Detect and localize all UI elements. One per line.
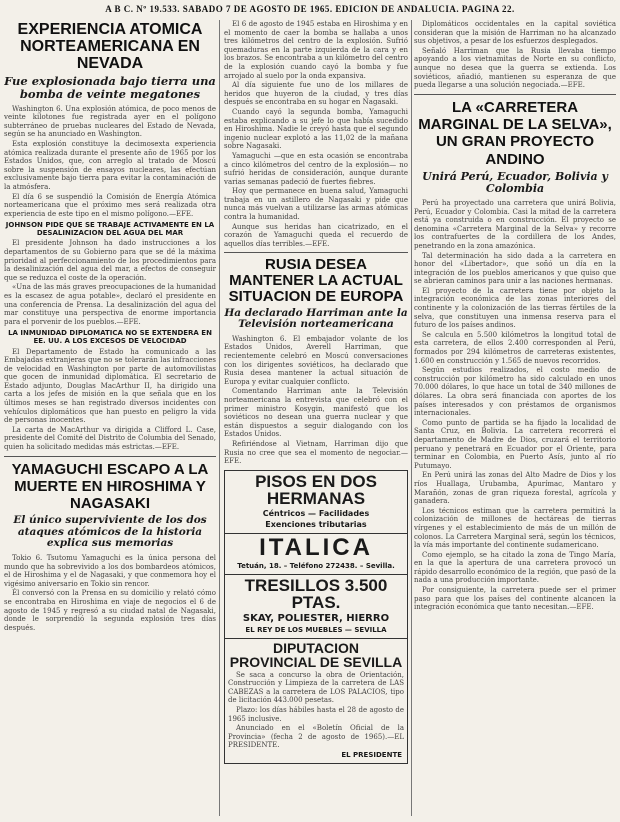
article-paragraph: El Departamento de Estado ha comunicado a las Embajadas extranjeras que no se tolerarán las infracciones de velocidad en Washington por parte de automovilistas que gocen de inmunidad diplomática. El secretario de Estado adjunto, Douglas MacArthur II, ha dirigido una carta a los jefes de misión en la que señala que en los últimos meses se han registrado diversos incidentes con vehículos diplomáticos que han puesto en peligro la vida de personas inocentes. (4, 347, 216, 425)
yamaguchi-subhead: El único superviviente de los dos ataques atómicos de la historia explica sus memorias (13, 514, 207, 550)
article-paragraph: Diplomáticos occidentales en la capital soviética consideran que la misión de Harriman no ha alcanzado sus objetivos, a pesar de los esfuerzos desplegados. (414, 20, 616, 46)
column-rule (411, 20, 412, 816)
article-paragraph: Hoy que permanece en buena salud, Yamaguchi trabaja en un astillero de Nagasaki y pide que nunca más vuelvan a utilizarse las armas atómicas contra la humanidad. (224, 187, 408, 222)
article-paragraph: Aunque sus heridas han cicatrizado, en el corazón de Yamaguchi queda el recuerdo de aquellos días terribles.—EFE. (224, 222, 408, 248)
ad-tresillos (224, 575, 408, 639)
ad-paragraph: Se saca a concurso la obra de Orientación, Construcción y Limpieza de la carretera de LAS CABEZAS a la carretera de LOS PALACIOS, tipo de licitación 443.000 pesetas. (228, 670, 404, 705)
carretera-subhead: Unirá Perú, Ecuador, Bolivia y Colombia (422, 169, 608, 195)
column-left (4, 20, 216, 816)
divider (4, 456, 216, 457)
article-paragraph: Al día siguiente fue uno de los millares de heridos que huyeron de la ciudad, y tres días después se encontraba en su hogar en Nagasaki. (224, 81, 408, 107)
article-paragraph: Refiriéndose al Vietnam, Harriman dijo que Rusia no cree que sea el momento de negociar.—EFE. (224, 439, 408, 466)
article-paragraph: Como ejemplo, se ha citado la zona de Tingo María, en la que la apertura de una carretera provocó un rápido desarrollo económico de la región, que pasó de la nada a una producción importante. (414, 550, 616, 585)
article-paragraph: Según estudios realizados, el costo medio de construcción por kilómetro ha sido calculado en unos 70.000 dólares, lo que hace un total de 340 millones de dólares. La obra será financiada con aportes de los países interesados y con préstamos de organismos internacionales. (414, 366, 616, 418)
article-paragraph: Cuando cayó la segunda bomba, Yamaguchi estaba explicando a su jefe lo que había sucedido en Hiroshima. Nadie le creyó hasta que el segundo ingenio nuclear explotó a las 11,02 de la mañana sobre Nagasaki. (224, 107, 408, 151)
ad-paragraph: Anunciado en el «Boletín Oficial de la Provincia» (fecha 2 de agosto de 1965).—EL PRESIDENTE. (228, 724, 404, 750)
article-paragraph: Se calcula en 5.500 kilómetros la longitud total de esta carretera, de ellos 2.400 corresponden al Perú, formados por 294 kilómetros de carreteras existentes, 1.600 en construcción y 1.565 de nuevos recorridos. (414, 330, 616, 365)
ad-diputacion (224, 639, 408, 764)
article-paragraph: «Una de las más graves preocupaciones de la humanidad es la escasez de agua potable», declaró el presidente en una conferencia de Prensa. La desalinización del agua del mar constituye una perspectiva de enorme importancia para el porvenir de los pueblos.—EFE. (4, 283, 216, 326)
article-paragraph: Señaló Harriman que la Rusia llevaba tiempo apoyando a los vietnamitas de Norte en su conflicto, aunque no desea que la guerra se extienda. Los soviéticos, añadió, mantienen su esperanza de que pueda llegarse a una solución negociada.—EFE. (414, 46, 616, 90)
nevada-headline: EXPERIENCIA ATOMICA NORTEAMERICANA EN NEVADA (17, 21, 203, 72)
article-paragraph: Washington 6. Una explosión atómica, de poco menos de veinte kilotones fue registrada ayer en el polígono subterráneo de pruebas nucleares del Estado de Nevada, según se ha anunciado en Washington. (4, 104, 216, 139)
article-paragraph: La carta de MacArthur va dirigida a Clifford L. Case, presidente del Comité del Distrito de Columbia del Senado, quien ha solicitado medidas más estrictas.—EFE. (4, 425, 216, 452)
article-paragraph: Esta explosión constituye la decimosexta experiencia atómica realizada durante el presente año de 1965 por los Estados Unidos, que, con arreglo al tratado de Moscú sobre la suspensión de ensayos nucleares, las efectúan exclusivamente bajo tierra para evitar la contaminación de la atmósfera. (4, 140, 216, 192)
yamaguchi-headline: YAMAGUCHI ESCAPO A LA MUERTE EN HIROSHIMA Y NAGASAKI (11, 460, 209, 513)
ad-title: TRESILLOS 3.500 PTAS. (244, 575, 388, 612)
article-paragraph: Washington 6. El embajador volante de los Estados Unidos, Averell Harriman, que recientemente celebró en Moscú conversaciones con los dirigentes soviéticos, ha declarado que Rusia desea mantener la actual situación de Europa y evitar cualquier conflicto. (224, 334, 408, 386)
ad-title: ITALICA (259, 533, 373, 561)
article-paragraph: El día 6 se suspendió la Comisión de Energía Atómica norteamericana que el próximo mes será realizada otra experiencia de este tipo en el mismo polígono.—EFE. (4, 192, 216, 218)
rusia-subhead: Ha declarado Harriman ante la Televisión norteamericana (224, 306, 408, 331)
article-paragraph: Los técnicos estiman que la carretera permitirá la colonización de millones de hectáreas de tierras vírgenes y el establecimiento de más de un millón de colonos. La Carretera Marginal será, según los técnicos, la vía más importante del continente sudamericano. (414, 506, 616, 550)
article-paragraph: Tokio 6. Tsutomu Yamaguchi es la única persona del mundo que ha sobrevivido a los dos bombardeos atómicos, el de Hiroshima y el de Nagasaki, y que conmemora hoy el vigésimo aniversario en Tokio sin rencor. (4, 554, 216, 588)
article-paragraph: El presidente Johnson ha dado instrucciones a los departamentos de su Gobierno para que se dé la máxima prioridad al perfeccionamiento de los procedimientos para la desalinización del agua del mar, a efectos de conseguir que se reduzca el coste de la operación. (4, 239, 216, 282)
article-paragraph: Por consiguiente, la carretera puede ser el primer paso para que los países del continente alcancen la integración económica que tanto necesitan.—EFE. (414, 586, 616, 612)
ad-text: Céntricos — Facilidades (262, 508, 370, 518)
carretera-headline: LA «CARRETERA MARGINAL DE LA SELVA», UN GRAN PROYECTO ANDINO (418, 98, 612, 168)
ad-text: Tetuán, 18. – Teléfono 272438. – Sevilla. (237, 561, 395, 570)
article-paragraph: Yamaguchi —que en esta ocasión se encontraba a cinco kilómetros del centro de la explosión— no sufrió heridas de consideración, aunque durante varias semanas padeció de fuertes fiebres. (224, 151, 408, 186)
section-subheading: LA INMUNIDAD DIPLOMATICA NO SE EXTENDERA EN EE. UU. A LOS EXCESOS DE VELOCIDAD (8, 329, 212, 346)
article-paragraph: Tal determinación ha sido dada a la carretera en honor del «Libertador», que soñó un día en la integración de los pueblos americanos y que quiso que se abrieran caminos para unir a las naciones hermanas. (414, 251, 616, 286)
ad-pisos-dos-hermanas (224, 470, 408, 534)
ad-signature: EL PRESIDENTE (341, 751, 402, 760)
article-paragraph: Él conversó con la Prensa en su domicilio y relató cómo se encontraba en Hiroshima en viaje de negocios el 6 de agosto de 1945 y regresó a su ciudad natal de Nagasaki, donde le sorprendió la segunda explosión tres días después. (4, 589, 216, 632)
page-header: A B C. Nº 19.533. SABADO 7 DE AGOSTO DE 1965. EDICION DE ANDALUCIA. PAGINA 22. (105, 4, 515, 14)
nevada-subhead: Fue explosionada bajo tierra una bomba de veinte megatones (4, 74, 216, 102)
article-paragraph: El 6 de agosto de 1945 estaba en Hiroshima y en el momento de caer la bomba se hallaba a unos tres kilómetros del centro de la explosión. Sufrió quemaduras en la parte izquierda de la cara y en los brazos. Se encontraba a un kilómetro del centro de la explosión cuando cayó la bomba y fue arrojado al suelo por la onda expansiva. (224, 20, 408, 80)
section-subheading: JOHNSON PIDE QUE SE TRABAJE ACTIVAMENTE EN LA DESALINIZACION DEL AGUA DEL MAR (5, 221, 215, 238)
ad-italica (224, 534, 408, 575)
ad-text: Exenciones tributarias (265, 519, 367, 529)
column-rule (219, 20, 220, 816)
divider (414, 94, 616, 95)
ad-text: SKAY, POLIESTER, HIERRO (242, 612, 390, 624)
divider (224, 252, 408, 253)
column-middle (224, 20, 408, 816)
article-paragraph: Como punto de partida se ha fijado la localidad de Santa Cruz, en Bolivia. La carretera recorrerá el departamento de Madre de Dios, cruzará el territorio peruano y penetrará en Ecuador por el Oriente, para terminar en Colombia, en Puerto Asís, junto al río Putumayo. (414, 418, 616, 470)
article-paragraph: Comentando Harriman ante la Televisión norteamericana la entrevista que celebró con el primer ministro Kosygin, manifestó que los soviéticos no desean una guerra nuclear y que están dispuestos a seguir dialogando con los Estados Unidos. (224, 387, 408, 439)
ad-text: EL REY DE LOS MUEBLES — SEVILLA (245, 625, 387, 634)
article-paragraph: Perú ha proyectado una carretera que unirá Bolivia, Perú, Ecuador y Colombia. Casi la mitad de la carretera está ya construida o en construcción. El proyecto se denomina «Carretera Marginal de la Selva» y recorre los contrafuertes de la cordillera de los Andes, penetrando en la zona amazónica. (414, 198, 616, 250)
article-paragraph: El proyecto de la carretera tiene por objeto la integración económica de las zonas interiores del continente y la colonización de las tierras fértiles de la selva, que constituyen una inmensa reserva para el futuro de los países andinos. (414, 286, 616, 330)
column-right (414, 20, 616, 816)
ad-title: DIPUTACION PROVINCIAL DE SEVILLA (229, 639, 403, 670)
article-paragraph: En Perú unirá las zonas del Alto Madre de Dios y los ríos Huallaga, Urubamba, Apurímac, Mantaro y Marañón, zonas de gran riqueza forestal, agrícola y ganadera. (414, 471, 616, 506)
ad-title: PISOS EN DOS HERMANAS (255, 471, 377, 508)
ad-paragraph: Plazo: los días hábiles hasta el 28 de agosto de 1965 inclusive. (228, 706, 404, 723)
rusia-headline: RUSIA DESEA MANTENER LA ACTUAL SITUACION DE EUROPA (228, 256, 404, 305)
